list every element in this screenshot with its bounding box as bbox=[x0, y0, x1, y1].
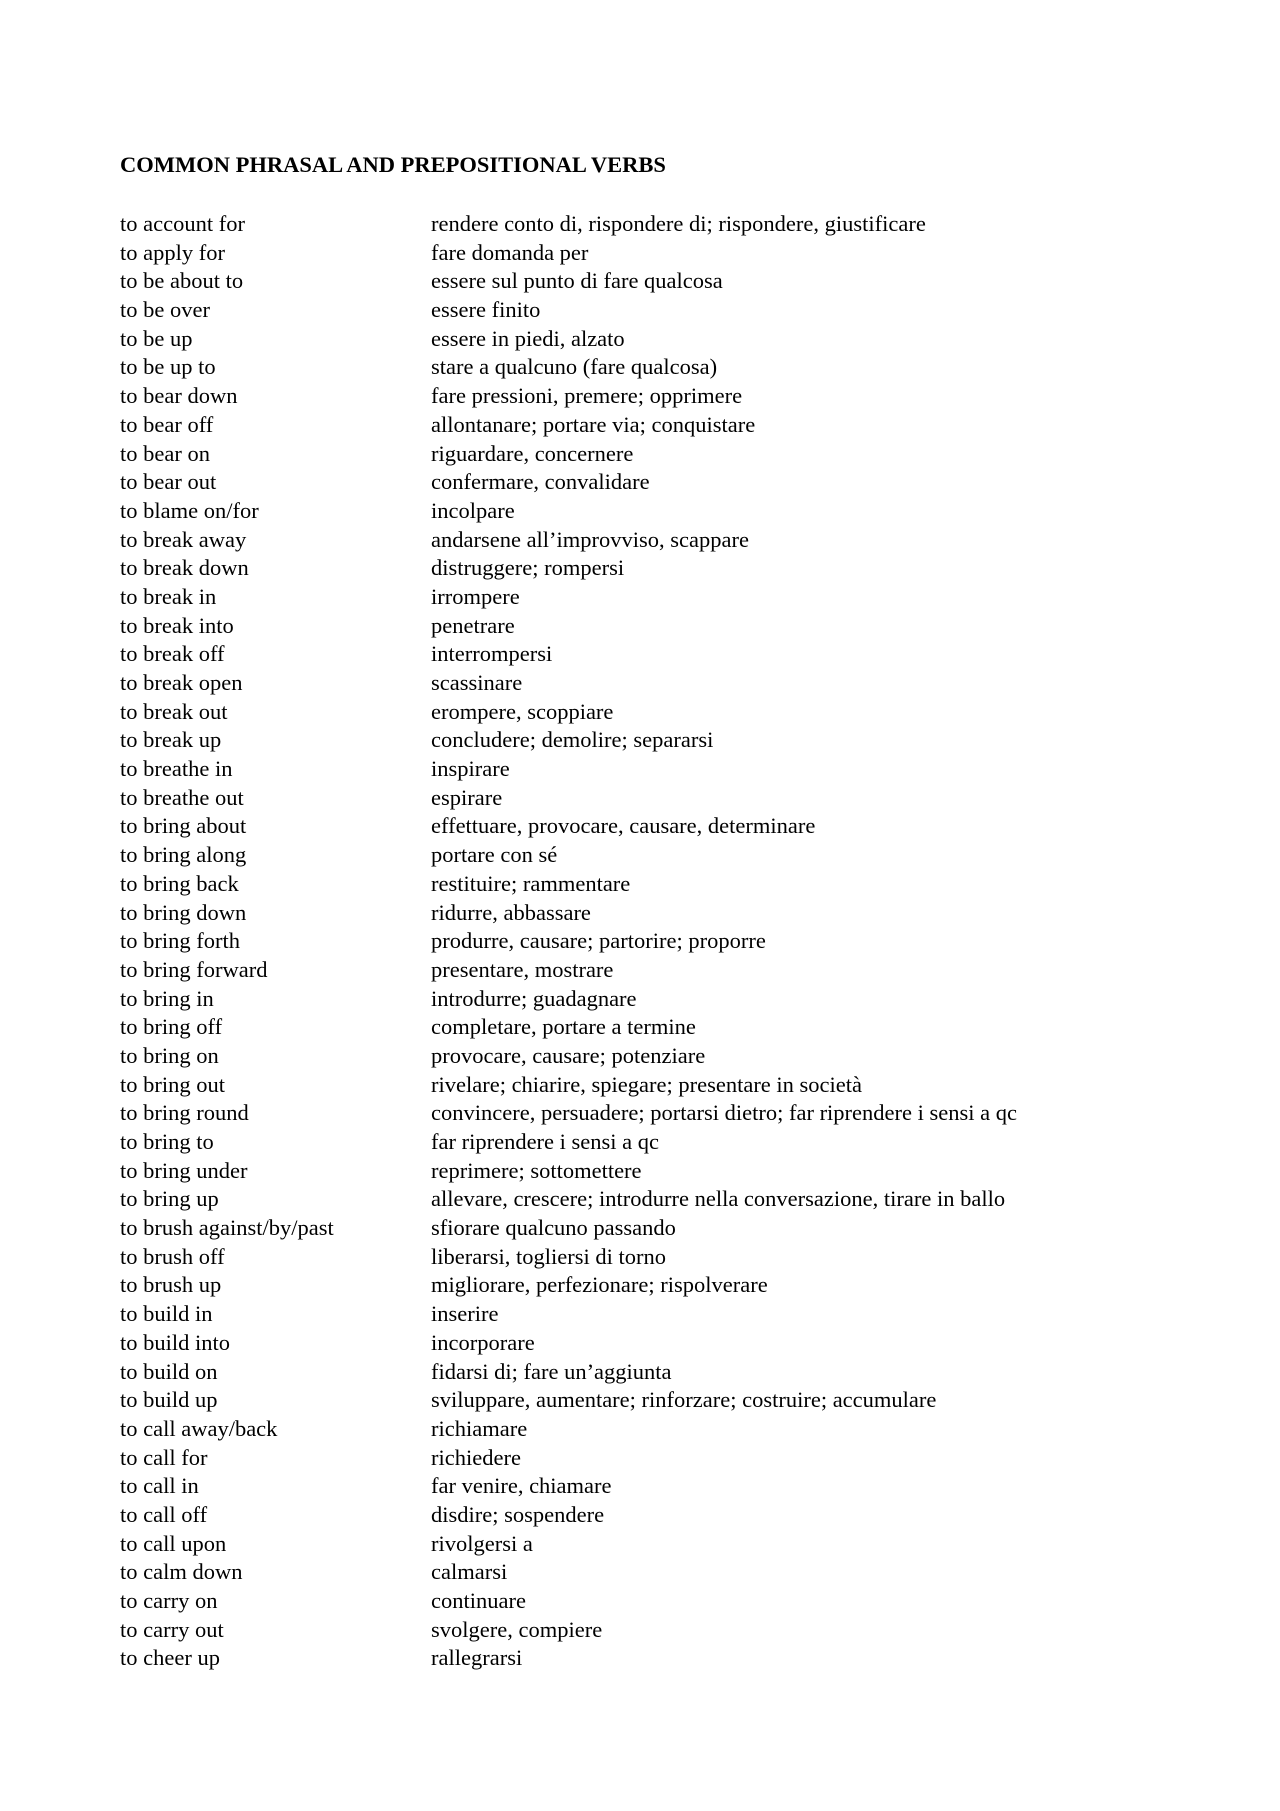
verb-translation: riguardare, concernere bbox=[431, 440, 634, 466]
verb-translation: fidarsi di; fare un’aggiunta bbox=[431, 1358, 672, 1384]
list-item bbox=[120, 1387, 1180, 1416]
list-item bbox=[120, 1359, 1180, 1388]
verb-translation: confermare, convalidare bbox=[431, 469, 650, 495]
verb-translation: scassinare bbox=[431, 670, 523, 695]
list-item bbox=[120, 469, 1180, 498]
verb-translation: inspirare bbox=[431, 756, 510, 782]
list-item bbox=[120, 986, 1180, 1015]
verb-translation: completare, portare a termine bbox=[431, 1014, 696, 1040]
verb-term: to call away/back bbox=[120, 1415, 278, 1441]
verb-translation: far venire, chiamare bbox=[431, 1473, 612, 1499]
verb-term: to break down bbox=[120, 555, 249, 581]
verb-translation: allontanare; portare via; conquistare bbox=[431, 411, 756, 437]
verb-translation: inserire bbox=[431, 1301, 499, 1327]
verb-term: to call in bbox=[120, 1473, 199, 1499]
list-item bbox=[120, 527, 1180, 556]
verb-term: to bring on bbox=[120, 1042, 219, 1068]
verb-translation: erompere, scoppiare bbox=[431, 698, 614, 724]
verb-term: to calm down bbox=[120, 1559, 243, 1585]
verb-translation: essere sul punto di fare qualcosa bbox=[431, 268, 723, 294]
list-item bbox=[120, 699, 1180, 728]
verb-term: to bring under bbox=[120, 1157, 248, 1183]
list-item bbox=[120, 641, 1180, 670]
verb-term: to bring out bbox=[120, 1071, 225, 1097]
verb-term: to breathe in bbox=[120, 756, 233, 782]
list-item bbox=[120, 297, 1180, 326]
list-item bbox=[120, 871, 1180, 900]
list-item bbox=[120, 326, 1180, 355]
verb-term: to break up bbox=[120, 727, 222, 753]
verb-term: to break open bbox=[120, 670, 243, 695]
verb-translation: provocare, causare; potenziare bbox=[431, 1042, 706, 1068]
list-item bbox=[120, 441, 1180, 470]
verb-translation: far riprendere i sensi a qc bbox=[431, 1129, 660, 1154]
verb-translation: portare con sé bbox=[431, 842, 558, 868]
list-item bbox=[120, 1129, 1180, 1158]
verb-term: to bring round bbox=[120, 1100, 249, 1126]
verb-translation: produrre, causare; partorire; proporre bbox=[431, 928, 766, 954]
list-item bbox=[120, 498, 1180, 527]
list-item bbox=[120, 957, 1180, 986]
verb-translation: fare domanda per bbox=[431, 239, 589, 265]
verb-term: to break into bbox=[120, 612, 234, 638]
verb-term: to build up bbox=[120, 1387, 218, 1413]
verb-term: to call off bbox=[120, 1501, 208, 1527]
list-item bbox=[120, 928, 1180, 957]
verb-term: to blame on/for bbox=[120, 497, 259, 523]
verb-term: to brush up bbox=[120, 1272, 222, 1298]
list-item bbox=[120, 211, 1180, 240]
verb-term: to carry on bbox=[120, 1588, 218, 1613]
verb-term: to cheer up bbox=[120, 1645, 220, 1671]
list-item bbox=[120, 1186, 1180, 1215]
verb-translation: incolpare bbox=[431, 497, 515, 523]
verb-term: to be about to bbox=[120, 268, 244, 294]
list-item bbox=[120, 1043, 1180, 1072]
verb-translation: sfiorare qualcuno passando bbox=[431, 1215, 676, 1241]
verb-term: to bring in bbox=[120, 985, 214, 1011]
verb-translation: rivolgersi a bbox=[431, 1530, 533, 1556]
verb-term: to bring off bbox=[120, 1014, 223, 1040]
list-item bbox=[120, 1559, 1180, 1588]
verb-term: to be over bbox=[120, 297, 210, 323]
verb-translation: restituire; rammentare bbox=[431, 870, 631, 896]
verb-translation: irrompere bbox=[431, 583, 520, 609]
verb-term: to bear on bbox=[120, 440, 210, 466]
list-item bbox=[120, 1215, 1180, 1244]
list-item bbox=[120, 1416, 1180, 1445]
verb-translation: andarsene all’improvviso, scappare bbox=[431, 526, 749, 552]
verb-term: to break out bbox=[120, 698, 228, 724]
verb-term: to break away bbox=[120, 526, 247, 552]
verb-term: to be up bbox=[120, 325, 193, 351]
verb-translation: rivelare; chiarire, spiegare; presentare in società bbox=[431, 1071, 863, 1097]
verb-term: to brush against/by/past bbox=[120, 1215, 334, 1241]
verb-term: to bring down bbox=[120, 899, 247, 925]
list-item bbox=[120, 727, 1180, 756]
list-item bbox=[120, 584, 1180, 613]
verb-term: to bring up bbox=[120, 1186, 219, 1212]
verb-translation: introdurre; guadagnare bbox=[431, 985, 637, 1011]
verb-translation: migliorare, perfezionare; rispolverare bbox=[431, 1272, 768, 1298]
list-item bbox=[120, 670, 1180, 699]
verb-term: to bear off bbox=[120, 411, 214, 437]
verb-translation: svolgere, compiere bbox=[431, 1616, 603, 1642]
list-item bbox=[120, 1617, 1180, 1646]
verb-translation: continuare bbox=[431, 1588, 526, 1613]
verb-translation: effettuare, provocare, causare, determinare bbox=[431, 813, 816, 839]
verb-translation: richiamare bbox=[431, 1415, 528, 1441]
verb-translation: ridurre, abbassare bbox=[431, 899, 591, 925]
list-item bbox=[120, 1473, 1180, 1502]
verb-term: to bring forward bbox=[120, 956, 268, 982]
verb-term: to build in bbox=[120, 1301, 213, 1327]
verb-translation: essere in piedi, alzato bbox=[431, 325, 625, 351]
verb-term: to break in bbox=[120, 583, 217, 609]
verb-term: to apply for bbox=[120, 239, 225, 265]
list-item bbox=[120, 613, 1180, 642]
list-item bbox=[120, 412, 1180, 441]
list-item bbox=[120, 1588, 1180, 1617]
list-item bbox=[120, 785, 1180, 814]
list-item bbox=[120, 240, 1180, 269]
verb-translation: calmarsi bbox=[431, 1559, 508, 1585]
verb-translation: liberarsi, togliersi di torno bbox=[431, 1243, 666, 1269]
list-item bbox=[120, 1272, 1180, 1301]
verb-translation: sviluppare, aumentare; rinforzare; costruire; accumulare bbox=[431, 1387, 937, 1413]
verb-term: to build into bbox=[120, 1329, 231, 1355]
list-item bbox=[120, 842, 1180, 871]
list-item bbox=[120, 1072, 1180, 1101]
list-item bbox=[120, 1645, 1180, 1674]
verb-term: to bring to bbox=[120, 1129, 214, 1154]
verb-term: to be up to bbox=[120, 354, 216, 380]
list-item bbox=[120, 1531, 1180, 1560]
verb-translation: concludere; demolire; separarsi bbox=[431, 727, 714, 753]
list-item bbox=[120, 1158, 1180, 1187]
verb-list bbox=[120, 211, 1180, 1674]
verb-term: to call upon bbox=[120, 1530, 227, 1556]
list-item bbox=[120, 900, 1180, 929]
list-item bbox=[120, 1502, 1180, 1531]
list-item bbox=[120, 354, 1180, 383]
verb-translation: espirare bbox=[431, 784, 503, 810]
verb-term: to bear out bbox=[120, 469, 217, 495]
verb-term: to carry out bbox=[120, 1616, 224, 1642]
list-item bbox=[120, 756, 1180, 785]
verb-translation: richiedere bbox=[431, 1444, 521, 1470]
verb-term: to bear down bbox=[120, 383, 238, 409]
verb-translation: penetrare bbox=[431, 612, 515, 638]
verb-term: to bring along bbox=[120, 842, 247, 868]
verb-translation: allevare, crescere; introdurre nella conversazione, tirare in ballo bbox=[431, 1186, 1006, 1212]
list-item bbox=[120, 1445, 1180, 1474]
verb-translation: reprimere; sottomettere bbox=[431, 1157, 642, 1183]
list-item bbox=[120, 813, 1180, 842]
verb-translation: distruggere; rompersi bbox=[431, 555, 625, 581]
list-item bbox=[120, 268, 1180, 297]
verb-translation: stare a qualcuno (fare qualcosa) bbox=[431, 354, 718, 380]
list-item bbox=[120, 1330, 1180, 1359]
list-item bbox=[120, 1100, 1180, 1129]
list-item bbox=[120, 1244, 1180, 1273]
list-item bbox=[120, 555, 1180, 584]
list-item bbox=[120, 383, 1180, 412]
verb-translation: rendere conto di, rispondere di; rispondere, giustificare bbox=[431, 211, 926, 236]
verb-translation: rallegrarsi bbox=[431, 1645, 523, 1671]
verb-term: to bring back bbox=[120, 870, 239, 896]
verb-translation: presentare, mostrare bbox=[431, 956, 614, 982]
verb-term: to bring about bbox=[120, 813, 247, 839]
verb-translation: incorporare bbox=[431, 1329, 535, 1355]
verb-translation: convincere, persuadere; portarsi dietro; far riprendere i sensi a qc bbox=[431, 1100, 1017, 1126]
verb-translation: fare pressioni, premere; opprimere bbox=[431, 383, 743, 409]
verb-term: to brush off bbox=[120, 1243, 225, 1269]
verb-term: to break off bbox=[120, 641, 225, 667]
page-title: COMMON PHRASAL AND PREPOSITIONAL VERBS bbox=[120, 152, 666, 177]
verb-term: to call for bbox=[120, 1444, 208, 1470]
verb-translation: disdire; sospendere bbox=[431, 1501, 605, 1527]
verb-translation: interrompersi bbox=[431, 641, 553, 667]
verb-term: to breathe out bbox=[120, 784, 244, 810]
verb-term: to bring forth bbox=[120, 928, 240, 954]
verb-term: to build on bbox=[120, 1358, 218, 1384]
verb-translation: essere finito bbox=[431, 297, 541, 323]
list-item bbox=[120, 1301, 1180, 1330]
verb-term: to account for bbox=[120, 211, 245, 236]
list-item bbox=[120, 1014, 1180, 1043]
